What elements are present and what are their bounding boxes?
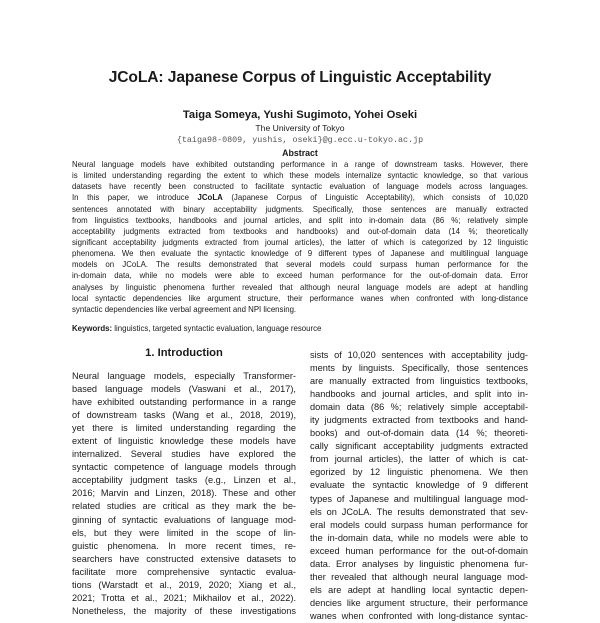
paper-authors: Taiga Someya, Yushi Sugimoto, Yohei Oseki bbox=[182, 109, 418, 121]
abstract-line: significant acceptability judgments extracted from journal articles), the latter of which is categorized by 12 linguistic bbox=[72, 237, 528, 247]
abstract-line: sentences annotated with binary acceptability judgments. Specifically, those sentences are manually extracted bbox=[72, 204, 528, 214]
paper-title: JCoLA: Japanese Corpus of Linguistic Acceptability bbox=[108, 69, 492, 86]
intro-line: internalized. Several studies have explored the bbox=[72, 449, 296, 460]
abstract-line: syntactic dependencies like verbal agreement and NPI licensing. bbox=[72, 304, 297, 314]
intro-line: have exhibited outstanding performance in a range bbox=[72, 397, 296, 408]
intro-line: tions (Warstadt et al., 2019, 2020; Xiang et al., bbox=[72, 579, 296, 590]
intro-line: ginning of syntactic evaluations of language mod- bbox=[72, 514, 296, 525]
intro-line: egorized by 12 linguistic phenomena. We then bbox=[310, 467, 528, 478]
intro-line: els, but they were limited in the scope of lin- bbox=[72, 527, 296, 538]
intro-line: ity judgments extracted from textbooks and hand- bbox=[310, 415, 528, 426]
intro-line: facilitate more comprehensive syntactic evalua- bbox=[72, 566, 296, 577]
author-affiliation: The University of Tokyo bbox=[255, 123, 345, 133]
intro-line: eral models could surpass human performance for bbox=[310, 519, 528, 530]
abstract-line: analyses by linguistic phenomena further revealed that although neural language models are adept at handling bbox=[72, 282, 528, 292]
intro-line: cally significant acceptability judgments extracted bbox=[310, 441, 528, 452]
abstract-line: is limited understanding regarding the extent to which these models internalize syntactic knowledge, so that various bbox=[72, 171, 528, 181]
abstract-line-with-bold bbox=[72, 192, 528, 203]
intro-line: the in-domain data, while no models were able to bbox=[310, 532, 528, 543]
intro-line: from journal articles), the latter of which is cat- bbox=[310, 454, 528, 465]
abstract-bold-jcola: JCoLA bbox=[197, 193, 223, 203]
intro-line: books) and out-of-domain data (14 %; theoreti- bbox=[310, 428, 528, 439]
intro-line: are manually extracted from linguistics textbooks, bbox=[310, 376, 528, 387]
intro-line: ther revealed that although neural language mod- bbox=[310, 571, 528, 582]
abstract-line: in-domain data, while no models were able to exceed human performance for the out-of-domain data. Error bbox=[72, 271, 528, 281]
intro-line: searchers have constructed extensive datasets to bbox=[72, 553, 296, 564]
abstract-line-rest: (Japanese Corpus of Linguistic Acceptability), which consists of 10,020 bbox=[231, 193, 529, 203]
intro-right-column bbox=[310, 349, 528, 623]
intro-line: dencies like argument structure, their performance bbox=[310, 597, 528, 608]
intro-line: wanes when confronted with long-distance syntac- bbox=[310, 610, 528, 621]
intro-line: extent of linguistic knowledge these models have bbox=[72, 436, 296, 447]
intro-line: 2021; Trotta et al., 2021; Mikhailov et al., 2022). bbox=[72, 592, 296, 603]
abstract-line: local syntactic dependencies like argument structure, their performance wanes when confronted with long-distance bbox=[72, 293, 528, 303]
keywords-label: Keywords: bbox=[72, 324, 113, 333]
intro-line: of downstream tasks (Wang et al., 2018, 2019), bbox=[72, 410, 296, 421]
intro-line: domain data (86 %; relatively simple acceptabil- bbox=[310, 402, 528, 413]
keywords bbox=[72, 324, 528, 333]
intro-left-column bbox=[72, 370, 296, 618]
abstract-heading: Abstract bbox=[282, 148, 318, 158]
intro-line: els on JCoLA. The results demonstrated that sev- bbox=[310, 506, 528, 517]
intro-line: 2016; Marvin and Linzen, 2018). These and other bbox=[72, 488, 296, 499]
intro-line: related studies are critical as they mark the be- bbox=[72, 501, 296, 512]
intro-line: els are adept at handling local syntactic depen- bbox=[310, 584, 528, 595]
abstract-line-prefix: In this paper, we introduce bbox=[72, 193, 198, 203]
intro-line: syntactic competence of language models through bbox=[72, 462, 296, 473]
abstract-line: models on JCoLA. The results demonstrated that several models could surpass human performance for the bbox=[72, 260, 528, 270]
intro-line: Neural language models, especially Transformer- bbox=[72, 371, 296, 381]
intro-line: ments by linguists. Specifically, those sentences bbox=[310, 363, 528, 374]
intro-line: evaluate the syntactic knowledge of 9 different bbox=[310, 480, 528, 491]
intro-line: handbooks and journal articles, and split into in- bbox=[310, 389, 528, 400]
abstract-line: acceptability judgments extracted from textbooks and handbooks) and out-of-domain data (14 %; theoretically bbox=[72, 226, 528, 236]
intro-line: based language models (Vaswani et al., 2017), bbox=[72, 384, 296, 395]
intro-line: guistic phenomena. In more recent times, re- bbox=[72, 540, 296, 551]
intro-line: acceptability judgment tasks (e.g., Linzen et al., bbox=[72, 475, 296, 486]
author-emails: {taiga98-0809, yushis, oseki}@g.ecc.u-tokyo.ac.jp bbox=[176, 135, 424, 145]
intro-line: sists of 10,020 sentences with acceptability judg- bbox=[310, 350, 528, 360]
abstract-line: datasets have recently been constructed to facilitate syntactic evaluation of language models across languages. bbox=[72, 182, 528, 192]
intro-line: data. Error analyses by linguistic phenomena fur- bbox=[310, 558, 528, 569]
intro-line: exceed human performance for the out-of-domain bbox=[310, 545, 528, 556]
abstract-line: Neural language models have exhibited outstanding performance in a range of downstream tasks. However, there bbox=[72, 160, 528, 169]
abstract-body bbox=[72, 159, 528, 315]
intro-line: types of Japanese and multilingual language mod- bbox=[310, 493, 528, 504]
intro-line: yet there is limited understanding regarding the bbox=[72, 423, 296, 434]
abstract-line: phenomena. We then evaluate the syntactic knowledge of 9 different types of Japanese and multilingual language bbox=[72, 249, 528, 259]
abstract-line: from linguistics textbooks, handbooks and journal articles, and split into in-domain data (86 %; relatively simple bbox=[72, 215, 528, 225]
intro-line: Nonetheless, the majority of these investigations bbox=[72, 605, 296, 616]
section-heading-introduction: 1. Introduction bbox=[145, 347, 223, 359]
keywords-text: linguistics, targeted syntactic evaluation, language resource bbox=[112, 324, 322, 333]
